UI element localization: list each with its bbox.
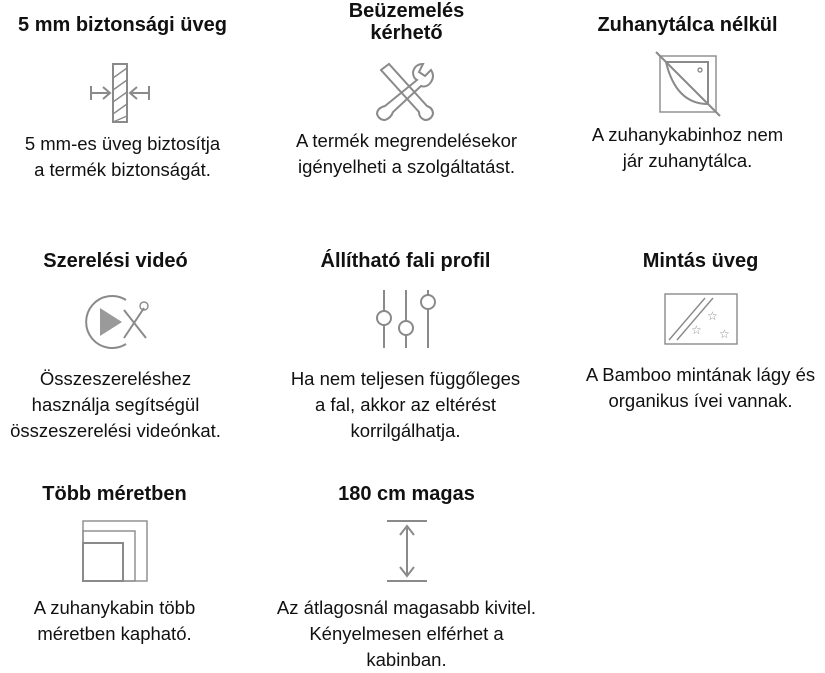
feature-desc-line: összeszerelési videónkat.	[10, 420, 221, 441]
feature-desc-line: organikus ívei vannak.	[608, 390, 793, 411]
feature-desc-line: 5 mm-es üveg biztosítja	[24, 133, 221, 154]
feature-desc-line: Az átlagosnál magasabb kivitel.	[276, 597, 537, 618]
feature-desc-line: A Bamboo mintának lágy és	[585, 364, 816, 385]
feature-title: Zuhanytálca nélkül	[597, 14, 778, 36]
feature-title: 180 cm magas	[338, 483, 475, 505]
svg-text:☆: ☆	[706, 309, 718, 323]
feature-desc-line: jár zuhanytálca.	[622, 150, 753, 171]
svg-text:☆: ☆	[690, 323, 702, 337]
feature-desc-line: A termék megrendelésekor	[295, 130, 518, 151]
feature-desc-line: korrilgálhatja.	[350, 420, 461, 441]
feature-no-tray	[550, 14, 825, 174]
feature-height	[269, 483, 544, 673]
feature-adjustable-profile	[268, 250, 543, 444]
feature-title: Mintás üveg	[642, 250, 759, 272]
video-tools-icon	[76, 286, 156, 356]
feature-desc-line: A zuhanykabinhoz nem	[591, 124, 784, 145]
feature-title: Beüzemelés	[348, 0, 465, 22]
feature-title: Állítható fali profil	[320, 250, 491, 272]
feature-video	[0, 250, 253, 444]
feature-desc-line: a termék biztonságát.	[34, 159, 211, 180]
safety-glass-icon	[83, 58, 163, 128]
tools-icon	[367, 56, 447, 126]
feature-desc-line: Összeszereléshez	[39, 368, 192, 389]
feature-desc-line: méretben kapható.	[37, 623, 192, 644]
feature-installation	[269, 0, 544, 180]
feature-safety-glass	[0, 14, 260, 183]
feature-desc-line: A zuhanykabin több	[33, 597, 196, 618]
multiple-sizes-icon	[75, 517, 155, 587]
feature-desc-line: Ha nem teljesen függőleges	[290, 368, 521, 389]
feature-patterned-glass	[563, 250, 825, 414]
patterned-glass-icon	[661, 286, 741, 356]
feature-desc-line: igényelheti a szolgáltatást.	[298, 156, 515, 177]
height-icon	[367, 517, 447, 587]
no-shower-tray-icon	[648, 48, 728, 118]
feature-desc-line: használja segítségül	[31, 394, 200, 415]
feature-desc-line: Kényelmesen elférhet a kabinban.	[309, 623, 504, 670]
svg-text:☆: ☆	[718, 327, 730, 341]
feature-desc-line: a fal, akkor az eltérést	[315, 394, 496, 415]
feature-title: Több méretben	[42, 483, 187, 505]
feature-title: Szerelési videó	[43, 250, 188, 272]
feature-multiple-sizes	[0, 483, 252, 647]
feature-title: kérhető	[370, 22, 443, 44]
feature-title: 5 mm biztonsági üveg	[18, 14, 227, 36]
adjustable-profile-icon	[366, 286, 446, 356]
